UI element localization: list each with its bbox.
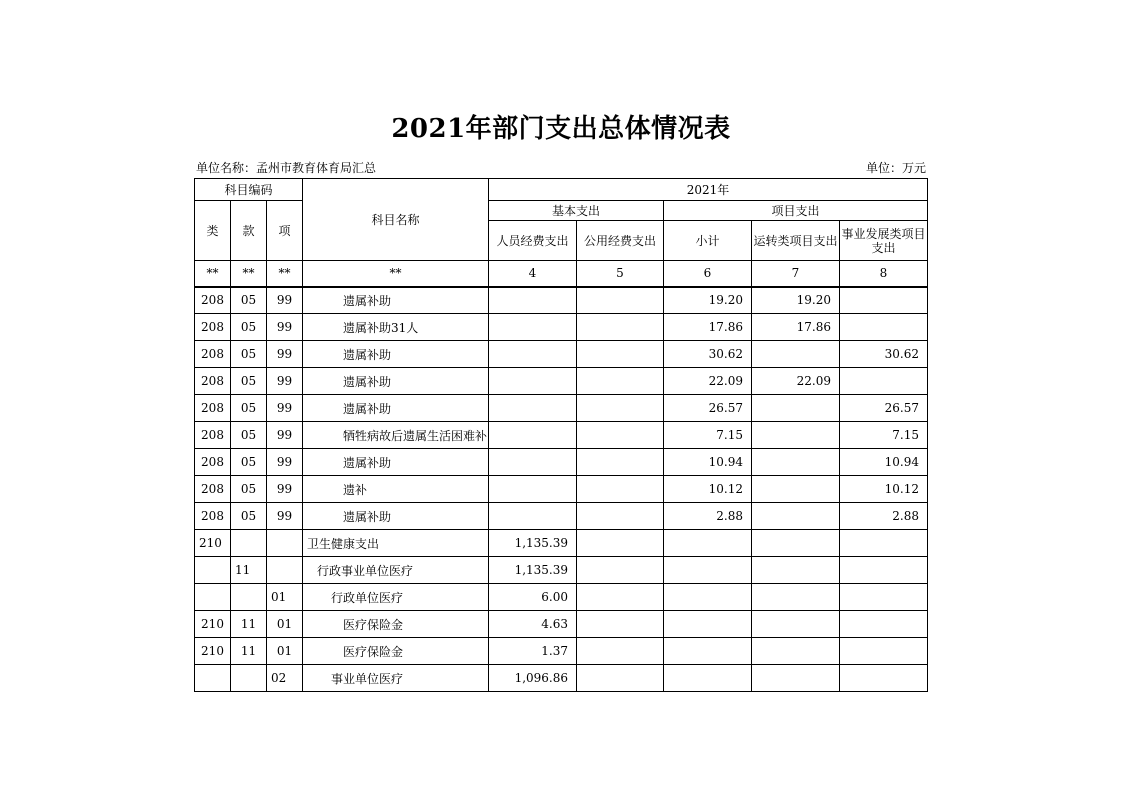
cell-kuan: 11 <box>231 557 267 584</box>
cell-personnel <box>489 449 577 476</box>
index-cell: ** <box>303 261 489 287</box>
index-cell: ** <box>231 261 267 287</box>
cell-personnel: 6.00 <box>489 584 577 611</box>
cell-transfer: 17.86 <box>752 314 840 341</box>
header-subtotal: 小计 <box>664 221 752 261</box>
cell-public <box>577 395 664 422</box>
cell-kuan <box>231 530 267 557</box>
cell-subtotal: 30.62 <box>664 341 752 368</box>
expenditure-table <box>194 178 928 692</box>
cell-subtotal <box>664 611 752 638</box>
cell-xiang: 99 <box>267 395 303 422</box>
cell-personnel: 1,096.86 <box>489 665 577 692</box>
cell-subtotal: 2.88 <box>664 503 752 530</box>
index-cell: 4 <box>489 261 577 287</box>
cell-subtotal: 19.20 <box>664 287 752 314</box>
cell-public <box>577 530 664 557</box>
cell-xiang: 99 <box>267 422 303 449</box>
cell-public <box>577 314 664 341</box>
cell-xiang: 01 <box>267 638 303 665</box>
cell-xiang: 99 <box>267 314 303 341</box>
page-title: 2021年部门支出总体情况表 <box>391 114 731 144</box>
index-cell: ** <box>195 261 231 287</box>
table-row <box>195 611 928 638</box>
cell-transfer <box>752 341 840 368</box>
cell-kuan <box>231 665 267 692</box>
cell-lei <box>195 665 231 692</box>
table-row <box>195 503 928 530</box>
cell-personnel: 1,135.39 <box>489 530 577 557</box>
cell-transfer <box>752 557 840 584</box>
cell-kuan: 05 <box>231 368 267 395</box>
cell-personnel <box>489 395 577 422</box>
cell-kuan <box>231 584 267 611</box>
index-cell: 5 <box>577 261 664 287</box>
cell-transfer <box>752 395 840 422</box>
unit-name: 单位名称：孟州市教育体育局汇总 <box>196 161 377 175</box>
cell-name: 遗补 <box>303 476 489 503</box>
table-row <box>195 638 928 665</box>
cell-name: 遗属补助 <box>303 287 489 314</box>
cell-kuan: 05 <box>231 395 267 422</box>
cell-name: 卫生健康支出 <box>303 530 489 557</box>
cell-subtotal <box>664 530 752 557</box>
cell-xiang: 99 <box>267 503 303 530</box>
cell-personnel: 1,135.39 <box>489 557 577 584</box>
cell-name: 医疗保险金 <box>303 638 489 665</box>
cell-development: 7.15 <box>840 422 928 449</box>
cell-public <box>577 611 664 638</box>
cell-xiang: 99 <box>267 368 303 395</box>
cell-name: 遗属补助 <box>303 341 489 368</box>
header-kuan: 款 <box>231 201 267 261</box>
cell-kuan: 05 <box>231 422 267 449</box>
cell-name: 遗属补助31人 <box>303 314 489 341</box>
cell-public <box>577 557 664 584</box>
cell-transfer <box>752 665 840 692</box>
cell-lei: 208 <box>195 476 231 503</box>
index-cell: 6 <box>664 261 752 287</box>
cell-name: 遗属补助 <box>303 503 489 530</box>
cell-transfer <box>752 530 840 557</box>
cell-transfer: 19.20 <box>752 287 840 314</box>
header-public: 公用经费支出 <box>577 221 664 261</box>
header-index-row <box>195 261 928 287</box>
index-cell: 8 <box>840 261 928 287</box>
table-row <box>195 584 928 611</box>
table-row <box>195 665 928 692</box>
cell-xiang: 99 <box>267 449 303 476</box>
cell-subtotal <box>664 557 752 584</box>
cell-lei <box>195 584 231 611</box>
cell-xiang: 99 <box>267 287 303 314</box>
cell-name: 牺牲病故后遗属生活困难补 <box>303 422 489 449</box>
cell-kuan: 05 <box>231 341 267 368</box>
table-row <box>195 341 928 368</box>
cell-xiang <box>267 557 303 584</box>
cell-personnel <box>489 368 577 395</box>
cell-public <box>577 476 664 503</box>
cell-personnel: 4.63 <box>489 611 577 638</box>
cell-kuan: 05 <box>231 503 267 530</box>
cell-personnel <box>489 422 577 449</box>
cell-development <box>840 368 928 395</box>
header-personnel: 人员经费支出 <box>489 221 577 261</box>
index-cell: 7 <box>752 261 840 287</box>
cell-subtotal <box>664 638 752 665</box>
cell-kuan: 05 <box>231 314 267 341</box>
cell-development <box>840 638 928 665</box>
cell-kuan: 11 <box>231 638 267 665</box>
table-row <box>195 287 928 314</box>
cell-lei: 208 <box>195 503 231 530</box>
cell-subtotal: 10.94 <box>664 449 752 476</box>
header-subject-name: 科目名称 <box>303 179 489 261</box>
cell-lei: 208 <box>195 314 231 341</box>
cell-xiang: 99 <box>267 341 303 368</box>
cell-public <box>577 422 664 449</box>
cell-subtotal: 22.09 <box>664 368 752 395</box>
header-year: 2021年 <box>489 179 928 201</box>
unit-label: 单位：万元 <box>865 161 926 175</box>
cell-public <box>577 665 664 692</box>
table-row <box>195 557 928 584</box>
cell-transfer <box>752 503 840 530</box>
cell-development <box>840 665 928 692</box>
cell-public <box>577 449 664 476</box>
cell-development <box>840 314 928 341</box>
header-basic: 基本支出 <box>489 201 664 221</box>
cell-lei: 208 <box>195 368 231 395</box>
cell-public <box>577 368 664 395</box>
cell-lei: 208 <box>195 341 231 368</box>
cell-kuan: 05 <box>231 476 267 503</box>
cell-lei: 210 <box>195 611 231 638</box>
cell-public <box>577 584 664 611</box>
cell-lei: 208 <box>195 449 231 476</box>
cell-public <box>577 503 664 530</box>
cell-subtotal: 7.15 <box>664 422 752 449</box>
cell-lei: 208 <box>195 395 231 422</box>
cell-name: 遗属补助 <box>303 449 489 476</box>
cell-subtotal: 10.12 <box>664 476 752 503</box>
header-development: 事业发展类项目支出 <box>840 221 928 261</box>
cell-lei: 208 <box>195 422 231 449</box>
cell-name: 遗属补助 <box>303 395 489 422</box>
cell-transfer <box>752 476 840 503</box>
cell-transfer: 22.09 <box>752 368 840 395</box>
cell-subtotal <box>664 584 752 611</box>
cell-subtotal <box>664 665 752 692</box>
cell-development <box>840 584 928 611</box>
cell-name: 遗属补助 <box>303 368 489 395</box>
table-row <box>195 476 928 503</box>
cell-transfer <box>752 638 840 665</box>
cell-personnel <box>489 314 577 341</box>
cell-name: 医疗保险金 <box>303 611 489 638</box>
cell-transfer <box>752 611 840 638</box>
index-cell: ** <box>267 261 303 287</box>
cell-development <box>840 530 928 557</box>
cell-name: 事业单位医疗 <box>303 665 489 692</box>
cell-development <box>840 557 928 584</box>
cell-transfer <box>752 449 840 476</box>
cell-lei: 210 <box>195 530 231 557</box>
cell-kuan: 05 <box>231 449 267 476</box>
table-row <box>195 530 928 557</box>
table-row <box>195 314 928 341</box>
cell-public <box>577 341 664 368</box>
cell-transfer <box>752 422 840 449</box>
cell-xiang: 01 <box>267 611 303 638</box>
cell-xiang: 02 <box>267 665 303 692</box>
cell-kuan: 11 <box>231 611 267 638</box>
cell-development: 30.62 <box>840 341 928 368</box>
cell-xiang: 99 <box>267 476 303 503</box>
cell-personnel <box>489 476 577 503</box>
cell-name: 行政事业单位医疗 <box>303 557 489 584</box>
header-transfer: 运转类项目支出 <box>752 221 840 261</box>
table-row <box>195 422 928 449</box>
table-row <box>195 449 928 476</box>
table-row <box>195 368 928 395</box>
cell-development: 2.88 <box>840 503 928 530</box>
cell-personnel: 1.37 <box>489 638 577 665</box>
cell-lei: 210 <box>195 638 231 665</box>
cell-development <box>840 611 928 638</box>
cell-public <box>577 638 664 665</box>
cell-development <box>840 287 928 314</box>
cell-subtotal: 17.86 <box>664 314 752 341</box>
cell-name: 行政单位医疗 <box>303 584 489 611</box>
table-row <box>195 395 928 422</box>
cell-subtotal: 26.57 <box>664 395 752 422</box>
cell-transfer <box>752 584 840 611</box>
cell-development: 10.94 <box>840 449 928 476</box>
cell-xiang <box>267 530 303 557</box>
cell-personnel <box>489 287 577 314</box>
cell-public <box>577 287 664 314</box>
header-lei: 类 <box>195 201 231 261</box>
cell-xiang: 01 <box>267 584 303 611</box>
cell-personnel <box>489 341 577 368</box>
header-project: 项目支出 <box>664 201 928 221</box>
cell-personnel <box>489 503 577 530</box>
cell-kuan: 05 <box>231 287 267 314</box>
header-xiang: 项 <box>267 201 303 261</box>
cell-lei: 208 <box>195 287 231 314</box>
header-code-group: 科目编码 <box>195 179 303 201</box>
cell-development: 26.57 <box>840 395 928 422</box>
cell-development: 10.12 <box>840 476 928 503</box>
cell-lei <box>195 557 231 584</box>
